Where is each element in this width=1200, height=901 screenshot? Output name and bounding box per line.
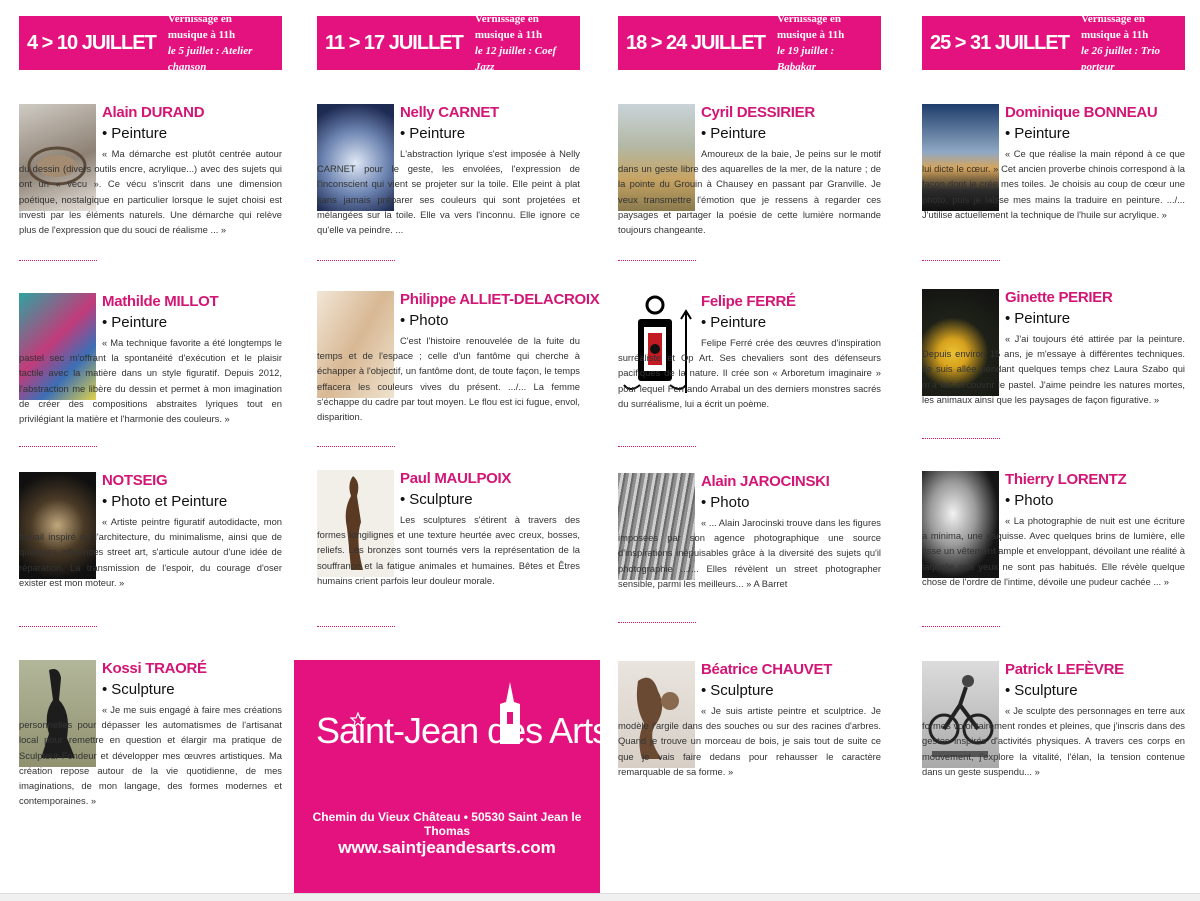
artist-description: « Ma technique favorite a été longtemps le pastel sec m'offrant la spontanéité d'exécution et le plaisir tactile avec la matière dans un style figuratif. Depuis 2012, l'abstraction me libère du dessin et permet à mon imagination de créer des compositions abstraites lyriques tout en privilégiant la matière et l'harmonie des couleurs. » xyxy=(19,337,282,425)
discipline-label: Sculpture xyxy=(111,681,175,698)
artist-description: « Je suis artiste peintre et sculptrice. Je modèle l'argile dans des souches ou sur des racines d'arbres. Quand je trouve un morceau de bois, je sais tout de suite ce que je vais faire dedans pour rehausser le caractère remarquable de sa forme. » xyxy=(618,705,881,777)
divider xyxy=(618,446,696,447)
divider xyxy=(317,626,395,627)
artist-description: « Je sculpte des personnages en terre aux formes volontairement rondes et pleines, que j'inscris dans des gestes inspirés d'activités physiques. A travers ces corps en mouvement, j'explore la vitalité, l'élan, la tension contenue dans un geste suspendu... » xyxy=(922,705,1185,777)
artist-name: Cyril DESSIRIER xyxy=(701,104,815,121)
week-range: 25 > 31 JUILLET xyxy=(930,31,1069,54)
promo-logo: Saint-Jean des Arts xyxy=(316,710,610,751)
artist-discipline: • Sculpture xyxy=(400,491,473,508)
divider xyxy=(317,260,395,261)
artist-discipline: • Peinture xyxy=(400,125,466,142)
artist-name: Dominique BONNEAU xyxy=(1005,104,1158,121)
discipline-label: Peinture xyxy=(1014,310,1071,327)
artist-description: « Ma démarche est plutôt centrée autour du dessin (divers outils encre, acrylique...) avec des sujets qui ont un « vécu ». Ce vécu s'inscrit dans une dimension poétique, nostalgique en particulier lorsque le sujet choisi est investi par les éléments naturels. Une démarche qui relève plus de l'expression que du souci de réalisme ... » xyxy=(19,148,282,236)
artist-discipline: • Sculpture xyxy=(102,681,175,698)
artist-discipline: • Photo xyxy=(400,312,449,329)
artist-discipline: • Sculpture xyxy=(1005,682,1078,699)
divider xyxy=(618,622,696,623)
week-header-4 xyxy=(922,13,1185,73)
artist-discipline: • Peinture xyxy=(102,314,168,331)
discipline-label: Sculpture xyxy=(710,682,774,699)
week-header-1 xyxy=(19,13,282,73)
artist-name: Thierry LORENTZ xyxy=(1005,471,1127,488)
artist-name: Patrick LEFÈVRE xyxy=(1005,661,1124,678)
artist-name: Nelly CARNET xyxy=(400,104,499,121)
discipline-label: Peinture xyxy=(710,314,767,331)
divider xyxy=(19,626,97,627)
week-vernissage: Vernissage en musique à 11h xyxy=(167,13,236,41)
artist-name: Alain JAROCINSKI xyxy=(701,473,830,490)
artist-discipline: • Peinture xyxy=(102,125,168,142)
week-event: le 12 juillet : Coef Jazz xyxy=(474,45,557,73)
promo-address: Chemin du Vieux Château • 50530 Saint Jean le Thomas xyxy=(312,810,582,838)
artist-name: Paul MAULPOIX xyxy=(400,470,512,487)
artist-discipline: • Peinture xyxy=(701,125,767,142)
promo-website[interactable]: www.saintjeandesarts.com xyxy=(338,838,556,857)
week-header-3 xyxy=(618,13,881,73)
discipline-label: Photo et Peinture xyxy=(111,493,228,510)
divider xyxy=(19,260,97,261)
artist-description: « Je me suis engagé à faire mes créations personnelles pour dépasser les automatismes de l'artisanat local pour remettre en question et élargir ma pratique de Sculpteur-Fondeur et développer mes œuvres artistiques. Ma création repose autour de la vie quotidienne, de mes imaginations, de mon langage, des formes modernes et contemporaines. » xyxy=(19,704,282,807)
promo-panel xyxy=(294,660,610,893)
week-vernissage: Vernissage en musique à 11h xyxy=(776,13,845,41)
artist-name: Kossi TRAORÉ xyxy=(102,660,207,677)
week-vernissage: Vernissage en musique à 11h xyxy=(474,13,543,41)
artist-name: Alain DURAND xyxy=(102,104,205,121)
artist-name: Béatrice CHAUVET xyxy=(701,661,833,678)
artist-description: Amoureux de la baie, Je peins sur le motif dans un geste libre des aquarelles de la mer, de la nature ; de la pointe du Grouin à Chausey en passant par Granville. Je veux transmettre l'émotion que je ressens à regarder ces paysages et partager la poésie de cette lumière normande toujours changeante. xyxy=(618,148,881,236)
week-range: 18 > 24 JUILLET xyxy=(626,31,765,54)
week-range: 4 > 10 JUILLET xyxy=(27,31,156,54)
artist-name: Philippe ALLIET-DELACROIX xyxy=(400,291,600,308)
discipline-label: Peinture xyxy=(111,314,168,331)
artist-description: Felipe Ferré crée des œuvres d'inspiration surréaliste et Op Art. Ses chevaliers sont des défenseurs pacifiques de la nature. Il crée son « Arboretum imaginaire » pour lequel Fernando Arrabal un des derniers monstres sacrés du surréalisme, lui a écrit un poème. xyxy=(618,337,881,409)
week-event: le 19 juillet : Babakar xyxy=(776,45,835,73)
artist-discipline: • Photo et Peinture xyxy=(102,493,228,510)
artist-name: Mathilde MILLOT xyxy=(102,293,219,310)
artist-discipline: • Peinture xyxy=(1005,310,1071,327)
artist-description: L'abstraction lyrique s'est imposée à Nelly CARNET pour le geste, les envolées, l'expression de l'inconscient qui vient se projeter sur la toile. Elle peint à plat sans jamais préparer ses couleurs qui sont projetées et mélangées sur la toile. Elle va vers l'inconnu. Elle ignore ce qu'elle va peindre. ... xyxy=(317,148,580,236)
discipline-label: Peinture xyxy=(111,125,168,142)
discipline-label: Photo xyxy=(710,494,750,511)
divider xyxy=(618,260,696,261)
artist-description: C'est l'histoire renouvelée de la fuite du temps et de l'espace ; celle d'un fantôme qui cherche à échapper à l'objectif, un fantôme dont, de toute façon, le temps effacera les couleurs vives du présent. .../... La femme s'échappe du cadre par tout moyen. Le flou est ici fugue, envol, disparition. xyxy=(317,335,580,423)
discipline-label: Peinture xyxy=(1014,125,1071,142)
artist-discipline: • Peinture xyxy=(1005,125,1071,142)
artist-discipline: • Sculpture xyxy=(701,682,774,699)
artist-description: « Artiste peintre figuratif autodidacte, mon travail inspiré de l'architecture, du minimalisme, ainsi que de quelques influences street art, s'articule autour d'une idée de réparation. La transmission de l'espoir, du courage d'oser exister est mon moteur. » xyxy=(19,516,282,588)
divider xyxy=(922,438,1000,439)
week-event: le 5 juillet : Atelier chanson xyxy=(167,45,253,73)
artist-description: « J'ai toujours été attirée par la peinture. Depuis environ 15 ans, je m'essaye à différentes techniques. Je suis allée pendant quelques temps chez Laura Szabo qui m'a fait découvrir le pastel. J'aime peindre les natures mortes, les animaux ainsi que les paysages de façon figurative. » xyxy=(922,333,1185,405)
artist-name: Felipe FERRÉ xyxy=(701,293,796,310)
artist-name: Ginette PERIER xyxy=(1005,289,1113,306)
artist-name: NOTSEIG xyxy=(102,472,168,489)
artist-description: « ... Alain Jarocinski trouve dans les figures imposées par son agence photographique une source d'inspirations inépuisables grâce à la diversité des sujets qu'il photographie .../... Elles révèlent un street photographer sensible, parmi les meilleurs... » A Barret xyxy=(618,517,881,589)
week-event: le 26 juillet : Trio porteur xyxy=(1080,45,1160,73)
artist-description: « Ce que réalise la main répond à ce que lui dicte le cœur. » Cet ancien proverbe chinois correspond à la façon dont je crée mes toiles. Je choisis au coup de cœur une photo, puis je laisse mes mains la traduire en peinture. .../... J'utilise actuellement la technique de l'huile sur acrylique. » xyxy=(922,148,1185,220)
discipline-label: Sculpture xyxy=(409,491,473,508)
artist-discipline: • Peinture xyxy=(701,314,767,331)
discipline-label: Peinture xyxy=(409,125,466,142)
artist-discipline: • Photo xyxy=(1005,492,1054,509)
discipline-label: Sculpture xyxy=(1014,682,1078,699)
artist-description: « La photographie de nuit est une écriture a minima, une esquisse. Avec quelques brins de lumière, elle tisse un vêtement ample et enveloppant, dévoilant une réalité à laquelle nos yeux ne sont pas habitués. Elle révèle quelque chose de l'ordre de l'intime, dévoile une pudeur cachée ... » xyxy=(922,515,1185,587)
discipline-label: Photo xyxy=(1014,492,1054,509)
artist-discipline: • Photo xyxy=(701,494,750,511)
week-range: 11 > 17 JUILLET xyxy=(325,31,463,54)
week-vernissage: Vernissage en musique à 11h xyxy=(1080,13,1149,41)
artist-description: Les sculptures s'étirent à travers des formes longilignes et une texture heurtée avec creux, bosses, reliefs. Les bronzes sont tournés vers la représentation de la souffrance et la fatigue animales et humaines. Bêtes et Êtres humains crient parfois leur douleur morale. xyxy=(317,514,580,586)
week-header-2 xyxy=(317,13,580,73)
divider xyxy=(19,446,97,447)
divider xyxy=(922,626,1000,627)
discipline-label: Peinture xyxy=(710,125,767,142)
divider xyxy=(317,446,395,447)
discipline-label: Photo xyxy=(409,312,449,329)
divider xyxy=(922,260,1000,261)
